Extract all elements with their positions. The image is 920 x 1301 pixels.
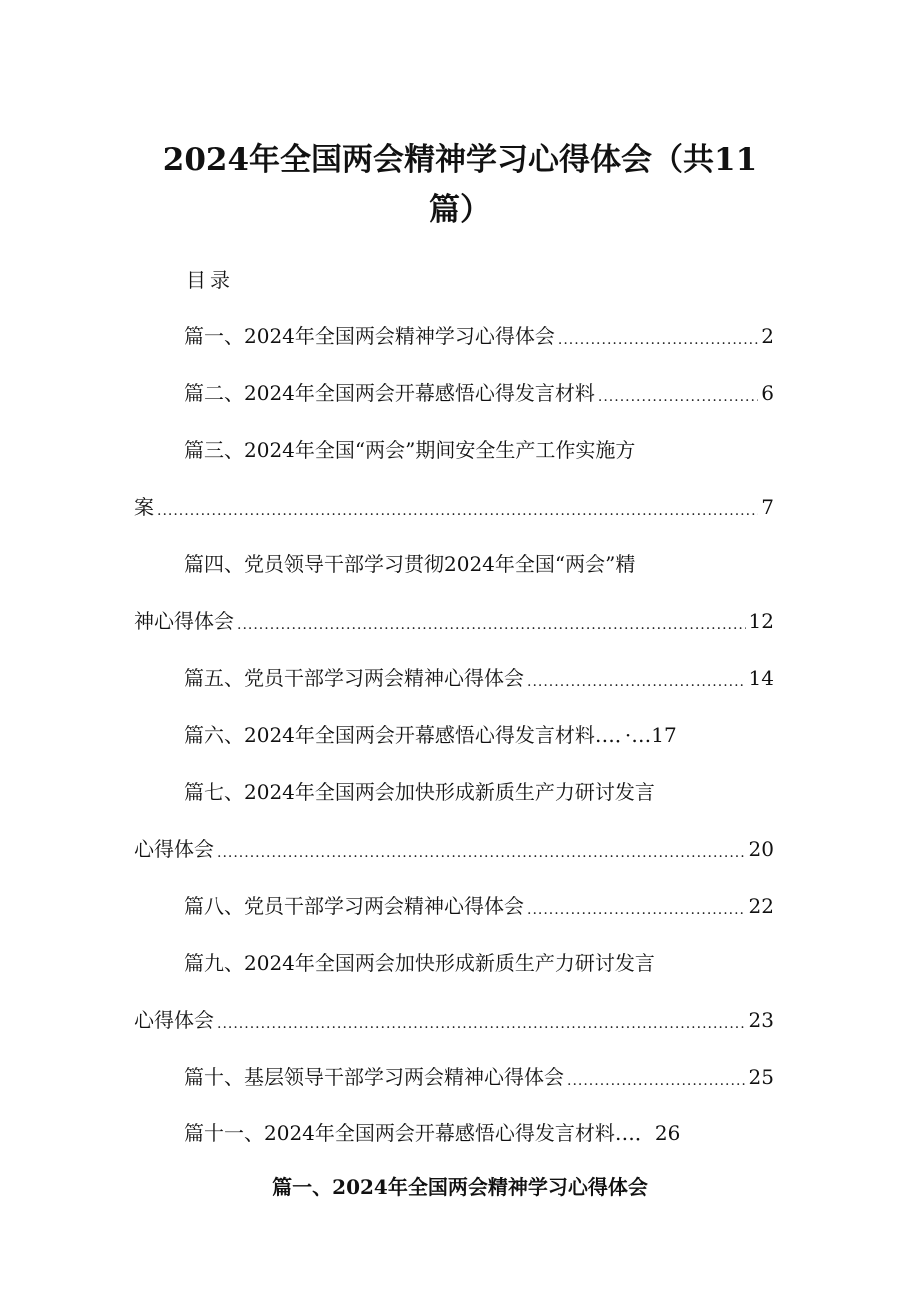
toc-leader-dots: [157, 492, 758, 522]
toc-entry-text: 篇二、2024年全国两会开幕感悟心得发言材料: [184, 381, 595, 405]
toc-leader-dots: [598, 378, 758, 408]
toc-entry-1[interactable]: [184, 321, 774, 351]
toc-entry-5[interactable]: [184, 663, 774, 693]
toc-leader-dots: [558, 321, 758, 351]
toc-entry-8[interactable]: [184, 891, 774, 921]
toc-entry-7-line-1[interactable]: 篇七、2024年全国两会加快形成新质生产力研讨发言: [184, 780, 655, 804]
toc-leader-dots: [237, 606, 746, 636]
document-title-line-1: 2024年全国两会精神学习心得体会（共11: [162, 142, 758, 178]
toc-entry-text: 心得体会: [134, 837, 214, 861]
toc-entry-7[interactable]: [134, 834, 774, 864]
toc-entry-page: 7: [761, 495, 774, 519]
toc-entry-11[interactable]: 篇十一、2024年全国两会开幕感悟心得发言材料…．26: [184, 1121, 681, 1145]
toc-entry-text: 篇一、2024年全国两会精神学习心得体会: [184, 324, 555, 348]
toc-entry-page: 12: [748, 609, 774, 633]
toc-entry-9[interactable]: [134, 1005, 774, 1035]
toc-entry-page: 20: [748, 837, 774, 861]
toc-leader-dots: [217, 1005, 746, 1035]
toc-entry-page: 2: [761, 324, 774, 348]
toc-entry-3-line-1[interactable]: 篇三、2024年全国“两会”期间安全生产工作实施方: [184, 438, 636, 462]
toc-entry-page: 6: [761, 381, 774, 405]
toc-entry-3[interactable]: [134, 492, 774, 522]
toc-entry-text: 篇八、党员干部学习两会精神心得体会: [184, 894, 524, 918]
toc-entry-text: 篇十、基层领导干部学习两会精神心得体会: [184, 1065, 564, 1089]
toc-leader-dots: [567, 1062, 746, 1092]
toc-entry-page: 22: [748, 894, 774, 918]
toc-entry-page: 23: [748, 1008, 774, 1032]
toc-leader-dots: [527, 663, 746, 693]
toc-leader-dots: [527, 891, 746, 921]
toc-entry-page: 25: [748, 1065, 774, 1089]
toc-entry-text: 神心得体会: [134, 609, 234, 633]
toc-entry-text: 篇五、党员干部学习两会精神心得体会: [184, 666, 524, 690]
toc-entry-text: 心得体会: [134, 1008, 214, 1032]
toc-entry-text: 案: [134, 495, 154, 519]
toc-entry-9-line-1[interactable]: 篇九、2024年全国两会加快形成新质生产力研讨发言: [184, 951, 655, 975]
toc-label: 目录: [186, 268, 234, 292]
toc-leader-dots: [217, 834, 746, 864]
toc-entry-page: 14: [748, 666, 774, 690]
toc-entry-10[interactable]: [184, 1062, 774, 1092]
document-title-line-2: 篇）: [429, 192, 491, 228]
toc-entry-2[interactable]: [184, 378, 774, 408]
toc-entry-4-line-1[interactable]: 篇四、党员领导干部学习贯彻2024年全国“两会”精: [184, 552, 636, 576]
toc-entry-6[interactable]: 篇六、2024年全国两会开幕感悟心得发言材料…．·…17: [184, 723, 677, 747]
toc-entry-4[interactable]: [134, 606, 774, 636]
section-heading: 篇一、2024年全国两会精神学习心得体会: [272, 1175, 648, 1199]
